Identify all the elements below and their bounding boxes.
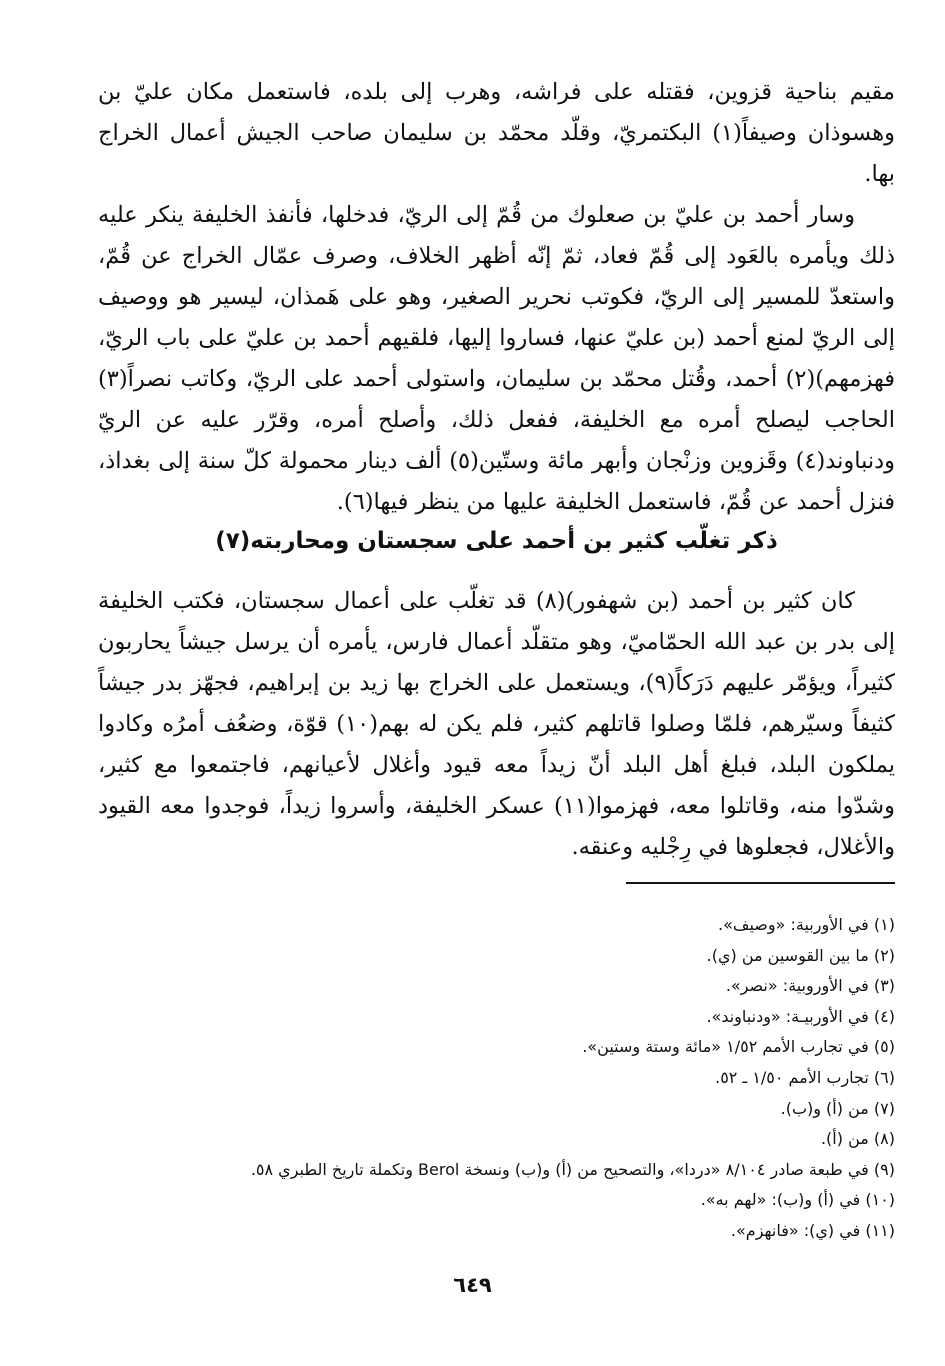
main-text-block-2 [98, 581, 895, 868]
footnote-3: (٣) في الأوروبية: «نصر». [725, 976, 895, 996]
footnote-7: (٧) من (أ) و(ب). [780, 1098, 895, 1118]
footnote-4: (٤) في الأوربيـة: «ودنباوند». [706, 1006, 895, 1026]
footnote-divider [626, 882, 895, 884]
footnote-2: (٢) ما بين القوسين من (ي). [706, 945, 895, 965]
footnotes [98, 910, 895, 1247]
section-heading: ذكر تغلّب كثير بن أحمد على سجستان ومحاربته(٧) [215, 528, 778, 554]
footnote-11: (١١) في (ي): «فانهزم». [730, 1220, 895, 1240]
main-text-block-1 [98, 72, 895, 523]
paragraph-2: وسار أحمد بن عليّ بن صعلوك من قُمّ إلى الريّ، فدخلها، فأنفذ الخليفة ينكر عليه ذلك ويأمره بالعَود إلى قُمّ فعاد، ثمّ إنّه أظهر الخلاف، وصرف عمّال الخراج عن قُمّ، واستعدّ للمسير إلى الريّ، فكوتب نحرير الصغير، وهو على هَمذان، ليسير هو ووصيف إلى الريّ لمنع أحمد (بن عليّ عنها، فساروا إليها، فلقيهم أحمد بن عليّ على باب الريّ، فهزمهم)(٢) أحمد، وقُتل محمّد بن سليمان، واستولى أحمد على الريّ، وكاتب نصراً(٣) الحاجب ليصلح أمره مع الخليفة، ففعل ذلك، وأصلح أمره، وقرّر عليه عن الريّ ودنباوند(٤) وقَزوين وزنْجان وأبهر مائة وستّين(٥) ألف دينار محمولة كلّ سنة إلى بغداذ، فنزل أحمد عن قُمّ، فاستعمل الخليفة عليها من ينظر فيها(٦). [98, 202, 896, 515]
footnote-1: (١) في الأوربية: «وصيف». [718, 915, 895, 934]
paragraph-3: كان كثير بن أحمد (بن شهفور)(٨) قد تغلّب على أعمال سجستان، فكتب الخليفة إلى بدر بن عبد الله الحمّاميّ، وهو متقلّد أعمال فارس، يأمره أن يرسل جيشاً يحاربون كثيراً، ويؤمّر عليهم دَرَكاً(٩)، ويستعمل على الخراج بها زيد بن إبراهيم، فجهّز بدر جيشاً كثيفاً وسيّرهم، فلمّا وصلوا قاتلهم كثير، فلم يكن له بهم(١٠) قوّة، وضعُف أمرُه وكادوا يملكون البلد، فبلغ أهل البلد أنّ زيداً معه قيود وأغلال لأعيانهم، فاجتمعوا مع كثير، وشدّوا منه، وقاتلوا معه، فهزموا(١١) عسكر الخليفة، وأسروا زيداً، فوجدوا معه القيود والأغلال، فجعلوها في رِجْليه وعنقه. [98, 588, 895, 860]
paragraph-1: مقيم بناحية قزوين، فقتله على فراشه، وهرب إلى بلده، فاستعمل مكان عليّ بن وهسوذان وصيفاً(١) البكتمريّ، وقلّد محمّد بن سليمان صاحب الجيش أعمال الخراج بها. [98, 79, 895, 187]
footnote-9: (٩) في طبعة صادر ٨/١٠٤ «دردا»، والتصحيح من (أ) و(ب) ونسخة Berol وتكملة تاريخ الطبري ٥٨. [250, 1159, 895, 1179]
footnote-8: (٨) من (أ). [820, 1129, 895, 1149]
footnote-5: (٥) في تجارب الأمم ١/٥٢ «مائة وستة وستين». [582, 1037, 895, 1057]
footnote-6: (٦) تجارب الأمم ١/٥٠ ـ ٥٢. [715, 1067, 895, 1087]
page-number: ٦٤٩ [453, 1273, 492, 1297]
footnote-10: (١٠) في (أ) و(ب): «لهم به». [700, 1190, 895, 1210]
